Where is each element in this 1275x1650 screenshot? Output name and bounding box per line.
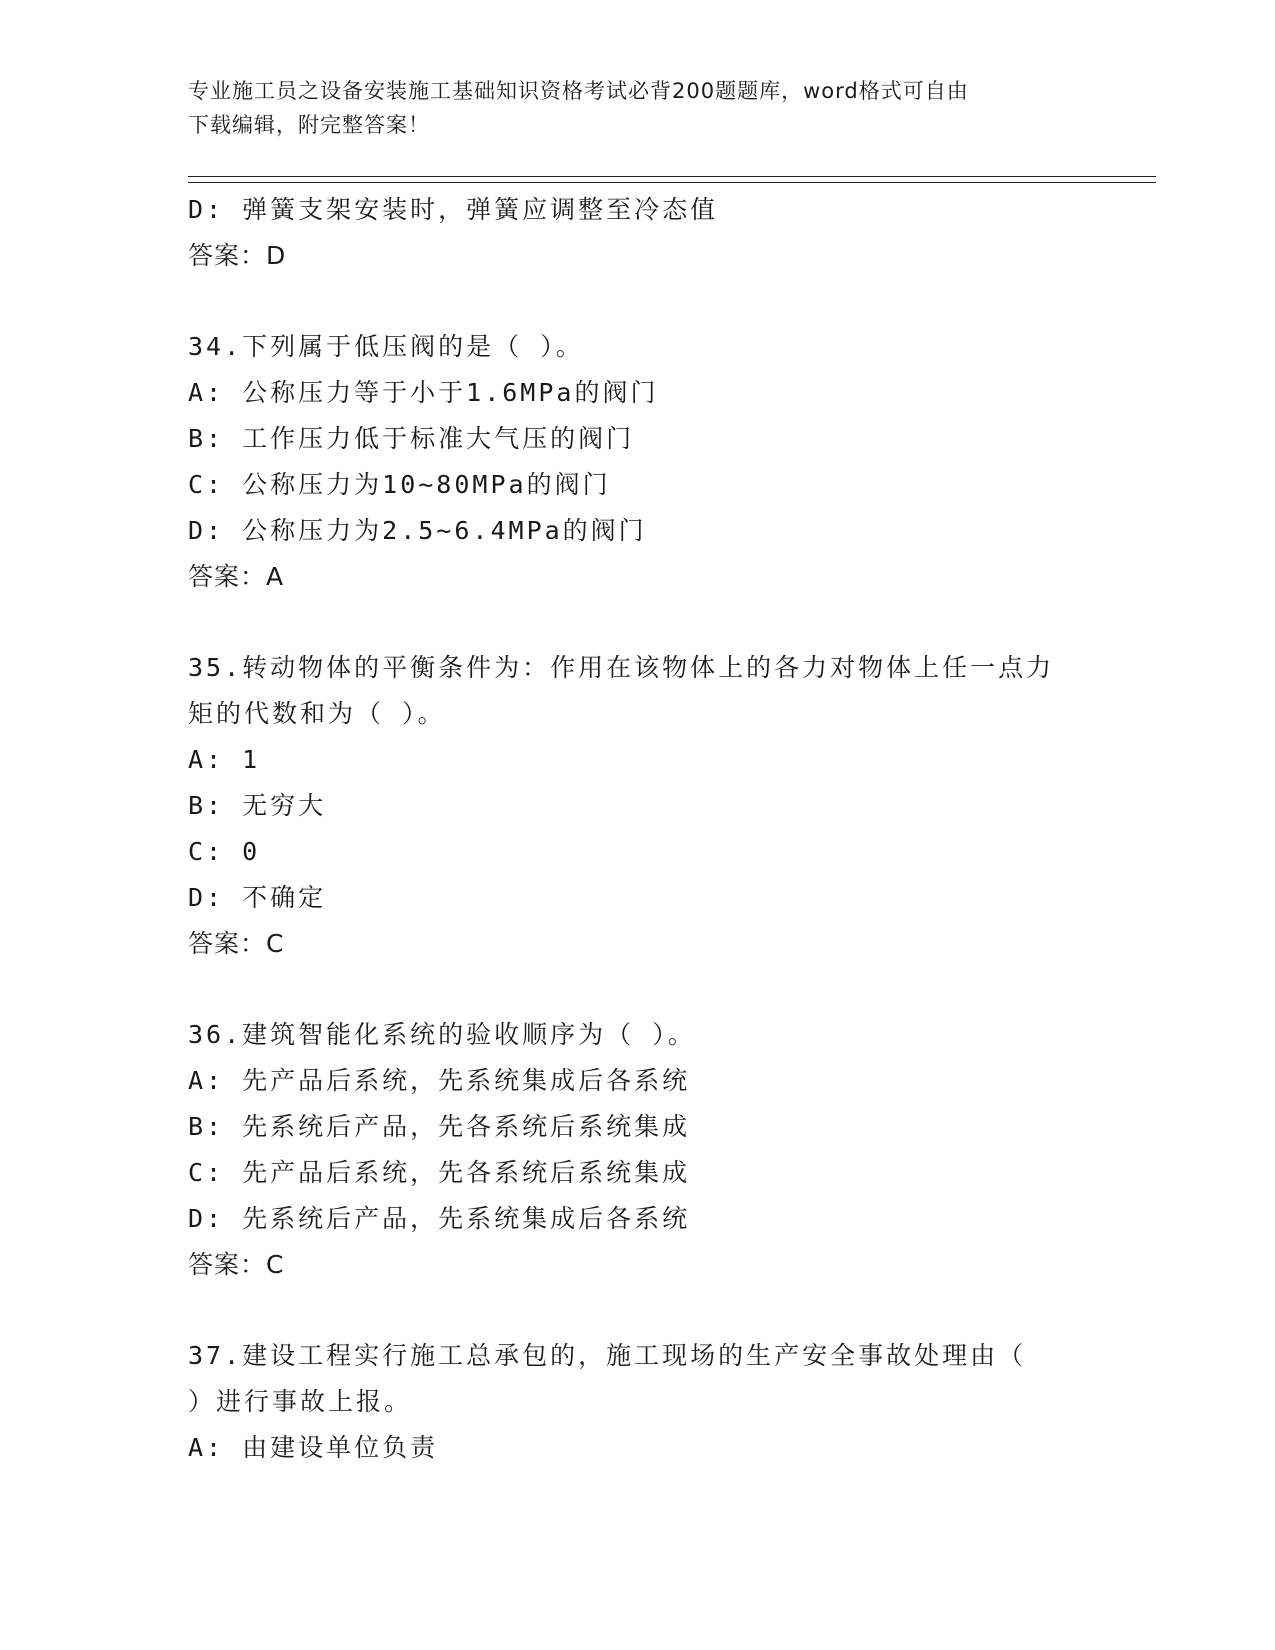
spacer (188, 1288, 1088, 1333)
question-35 (188, 645, 1088, 967)
question-stem: 37.建设工程实行施工总承包的，施工现场的生产安全事故处理由（ (188, 1341, 1027, 1370)
question-stem: 36.建筑智能化系统的验收顺序为（ ）。 (188, 1020, 696, 1049)
option-a: A: 由建设单位负责 (188, 1433, 439, 1462)
option-c: C: 先产品后系统，先各系统后系统集成 (188, 1158, 691, 1187)
header-divider-top (188, 176, 1156, 177)
option-d: D: 不确定 (188, 883, 327, 912)
question-list (188, 187, 1088, 1471)
document-header (188, 74, 1088, 142)
spacer (188, 967, 1088, 1012)
header-line-1: 专业施工员之设备安装施工基础知识资格考试必背200题题库，word格式可自由 (188, 79, 969, 103)
carryover-answer: 答案：D (188, 241, 287, 270)
question-34 (188, 324, 1088, 600)
header-divider-bottom (188, 182, 1156, 183)
option-d: D: 公称压力为2.5~6.4MPa的阀门 (188, 516, 647, 545)
header-line-2: 下载编辑，附完整答案！ (188, 113, 430, 137)
answer: 答案：C (188, 1250, 285, 1279)
carryover-option-d: D: 弹簧支架安装时，弹簧应调整至冷态值 (188, 195, 719, 224)
question-stem-continued: ）进行事故上报。 (188, 1387, 413, 1416)
answer: 答案：A (188, 562, 285, 591)
question-stem: 34.下列属于低压阀的是（ ）。 (188, 332, 584, 361)
spacer (188, 279, 1088, 324)
option-a: A: 公称压力等于小于1.6MPa的阀门 (188, 378, 659, 407)
option-b: B: 先系统后产品，先各系统后系统集成 (188, 1112, 691, 1141)
question-stem: 35.转动物体的平衡条件为：作用在该物体上的各力对物体上任一点力 (188, 653, 1055, 682)
spacer (188, 600, 1088, 645)
option-d: D: 先系统后产品，先系统集成后各系统 (188, 1204, 691, 1233)
option-b: B: 工作压力低于标准大气压的阀门 (188, 424, 635, 453)
question-36 (188, 1012, 1088, 1288)
option-b: B: 无穷大 (188, 791, 327, 820)
question-stem-continued: 矩的代数和为（ ）。 (188, 699, 446, 728)
question-37 (188, 1333, 1088, 1471)
option-a: A: 先产品后系统，先系统集成后各系统 (188, 1066, 691, 1095)
option-c: C: 公称压力为10~80MPa的阀门 (188, 470, 611, 499)
option-c: C: 0 (188, 837, 261, 866)
answer: 答案：C (188, 929, 285, 958)
option-a: A: 1 (188, 745, 261, 774)
